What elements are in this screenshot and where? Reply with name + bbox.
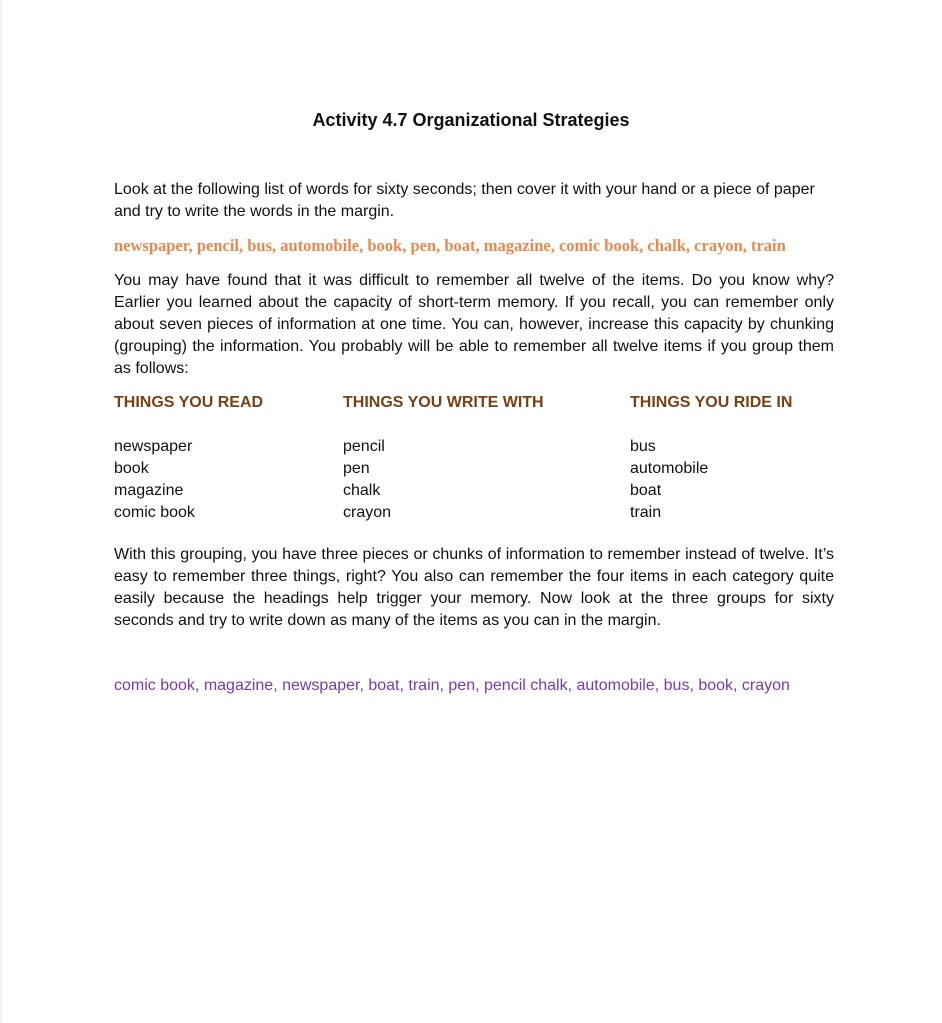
group-items [114,436,263,524]
list-item: magazine [114,482,184,499]
group-column-ride [630,392,792,524]
list-item: book [114,460,149,477]
page-title: Activity 4.7 Organizational Strategies [312,110,630,130]
conclusion-paragraph: With this grouping, you have three pieces or chunks of information to remember instead of twelve. It’s easy to remember three things, right? You also can remember the four items in each category quite easily because the headings help trigger your memory. Now look at the three groups for sixty seconds and try to write down as many of the items as you can in the margin. [114,546,834,629]
list-item: comic book [114,504,195,521]
word-list: newspaper, pencil, bus, automobile, book, pen, boat, magazine, comic book, chalk, crayon, train [114,236,786,255]
recalled-answer: comic book, magazine, newspaper, boat, train, pen, pencil chalk, automobile, bus, book, crayon [114,677,790,694]
list-item: crayon [343,504,392,521]
list-item: bus [630,438,656,455]
explanation-paragraph: You may have found that it was difficult to remember all twelve of the items. Do you know why? Earlier you learned about the capacity of short-term memory. If you recall, you can remember only about seven pieces of information at one time. You can, however, increase this capacity by chunking (grouping) the information. You probably will be able to remember all twelve items if you group them as follows: [114,272,834,377]
group-items [343,436,544,524]
list-item: chalk [343,482,381,499]
group-heading: THINGS YOU RIDE IN [630,394,793,411]
page-edge [0,0,2,1023]
group-heading: THINGS YOU READ [114,394,264,411]
group-items [630,436,792,524]
intro-paragraph: Look at the following list of words for sixty seconds; then cover it with your hand or a piece of paper and try to write the words in the margin. [114,181,815,220]
list-item: newspaper [114,438,193,455]
group-heading: THINGS YOU WRITE WITH [343,394,544,411]
group-column-read [114,392,263,524]
list-item: automobile [630,460,709,477]
group-column-write [343,392,544,524]
list-item: pen [343,460,370,477]
list-item: train [630,504,662,521]
list-item: pencil [343,438,385,455]
list-item: boat [630,482,662,499]
